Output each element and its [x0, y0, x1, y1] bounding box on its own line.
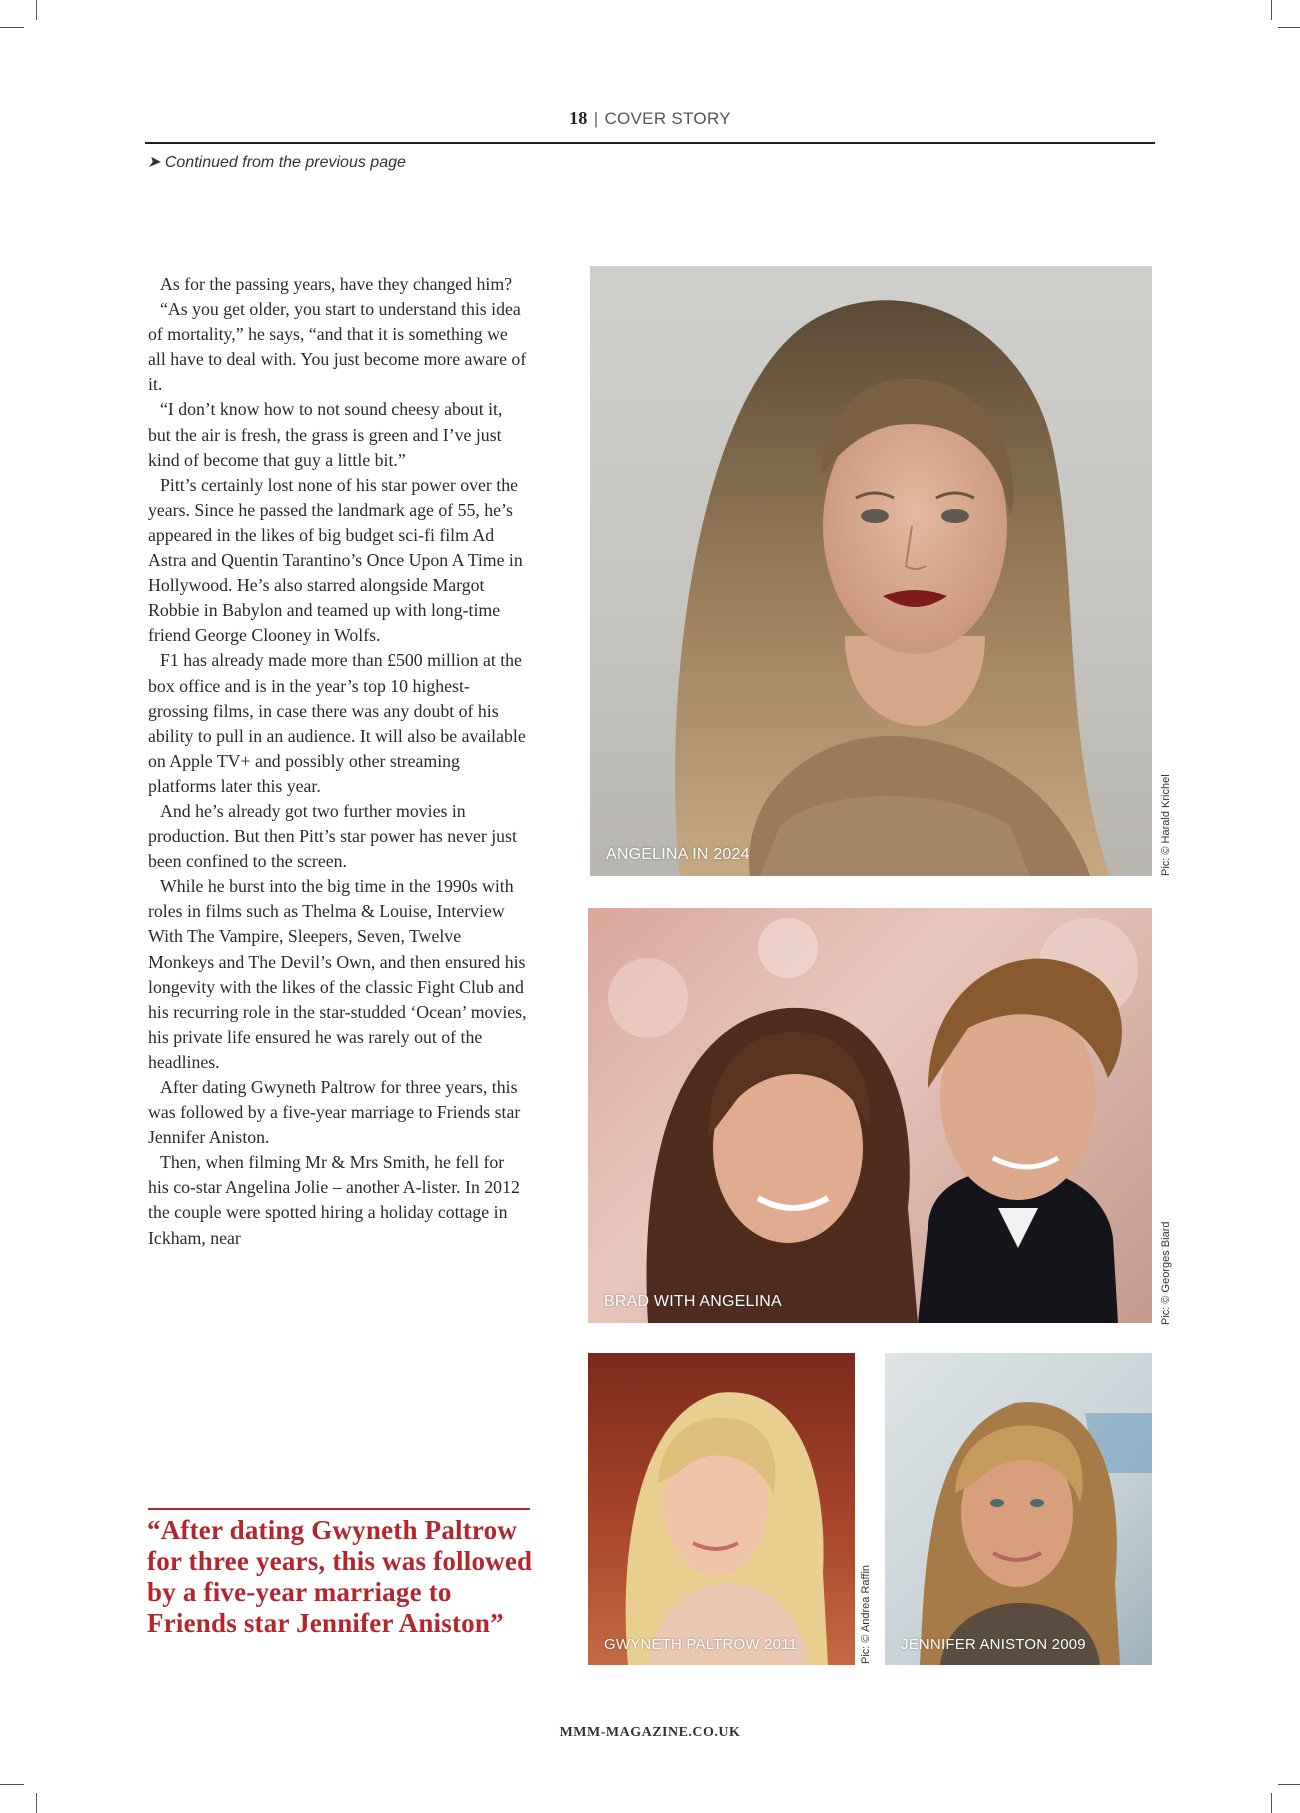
- photo-gwyneth: [588, 1353, 855, 1665]
- article-body: [148, 272, 528, 1251]
- pull-quote: “After dating Gwyneth Paltrow for three years, this was followed by a five-year marriage to Friends star Jennifer Aniston”: [147, 1515, 533, 1638]
- portrait-illustration: [885, 1353, 1152, 1665]
- crop-mark: [36, 0, 37, 20]
- photo-credit: Pic: © Andrea Raffin: [860, 1564, 872, 1664]
- pull-quote-rule: [148, 1508, 530, 1510]
- photo-credit: Pic: © Harald Krichel: [1160, 774, 1172, 876]
- page-number: 18: [569, 108, 588, 128]
- crop-mark: [0, 1784, 24, 1785]
- crop-mark: [36, 1793, 37, 1813]
- article-paragraph: And he’s already got two further movies in production. But then Pitt’s star power has never just been confined to the screen.: [148, 800, 517, 872]
- article-paragraph: While he burst into the big time in the 1990s with roles in films such as Thelma & Louise, Interview With The Vampire, Sleepers, Seven, Twelve Monkeys and The Devil’s Own, and then ensured his longevity with the likes of the classic Fight Club and his recurring role in the star-studded ‘Ocean’ movies, his private life ensured he was rarely out of the headlines.: [148, 876, 527, 1072]
- article-paragraph: As for the passing years, have they changed him?: [160, 274, 513, 294]
- page-footer: MMM-MAGAZINE.CO.UK: [559, 1725, 741, 1740]
- article-paragraph: F1 has already made more than £500 million at the box office and is in the year’s top 10 highest-grossing films, in case there was any doubt of his ability to pull in an audience. It will also be available on Apple TV+ and possibly other streaming platforms later this year.: [148, 650, 526, 796]
- section-title: COVER STORY: [604, 109, 731, 128]
- photo-caption: BRAD WITH ANGELINA: [604, 1293, 782, 1310]
- crop-mark: [0, 27, 24, 28]
- crop-mark: [1278, 1784, 1300, 1785]
- photo-credit: Pic: © Georges Biard: [1160, 1221, 1172, 1325]
- article-paragraph: “I don’t know how to not sound cheesy about it, but the air is fresh, the grass is green and I’ve just kind of become that guy a little bit.”: [148, 399, 503, 470]
- photo-brad-angelina: [588, 908, 1152, 1323]
- photo-angelina: [590, 266, 1152, 876]
- header-separator: |: [593, 109, 599, 128]
- photo-jennifer: [885, 1353, 1152, 1665]
- photo-caption: GWYNETH PALTROW 2011: [604, 1636, 798, 1653]
- crop-mark: [1271, 1793, 1272, 1813]
- crop-mark: [1271, 0, 1272, 20]
- header-rule: [145, 142, 1155, 144]
- photo-caption: ANGELINA IN 2024: [606, 846, 750, 863]
- page-header: [145, 108, 1155, 130]
- article-paragraph: “As you get older, you start to understand this idea of mortality,” he says, “and that it is something we all have to deal with. You just become more aware of it.: [148, 299, 527, 395]
- article-paragraph: Then, when filming Mr & Mrs Smith, he fell for his co-star Angelina Jolie – another A-lister. In 2012 the couple were spotted hiring a holiday cottage in Ickham, near: [148, 1152, 520, 1248]
- continued-note: ➤ Continued from the previous page: [147, 154, 406, 171]
- portrait-illustration: [588, 908, 1152, 1323]
- portrait-illustration: [588, 1353, 855, 1665]
- crop-mark: [1278, 27, 1300, 28]
- portrait-illustration: [590, 266, 1152, 876]
- article-paragraph: After dating Gwyneth Paltrow for three years, this was followed by a five-year marriage to Friends star Jennifer Aniston.: [148, 1077, 521, 1148]
- article-paragraph: Pitt’s certainly lost none of his star power over the years. Since he passed the landmark age of 55, he’s appeared in the likes of big budget sci-fi film Ad Astra and Quentin Tarantino’s Once Upon A Time in Hollywood. He’s also starred alongside Margot Robbie in Babylon and teamed up with long-time friend George Clooney in Wolfs.: [148, 474, 523, 646]
- photo-caption: JENNIFER ANISTON 2009: [901, 1636, 1086, 1653]
